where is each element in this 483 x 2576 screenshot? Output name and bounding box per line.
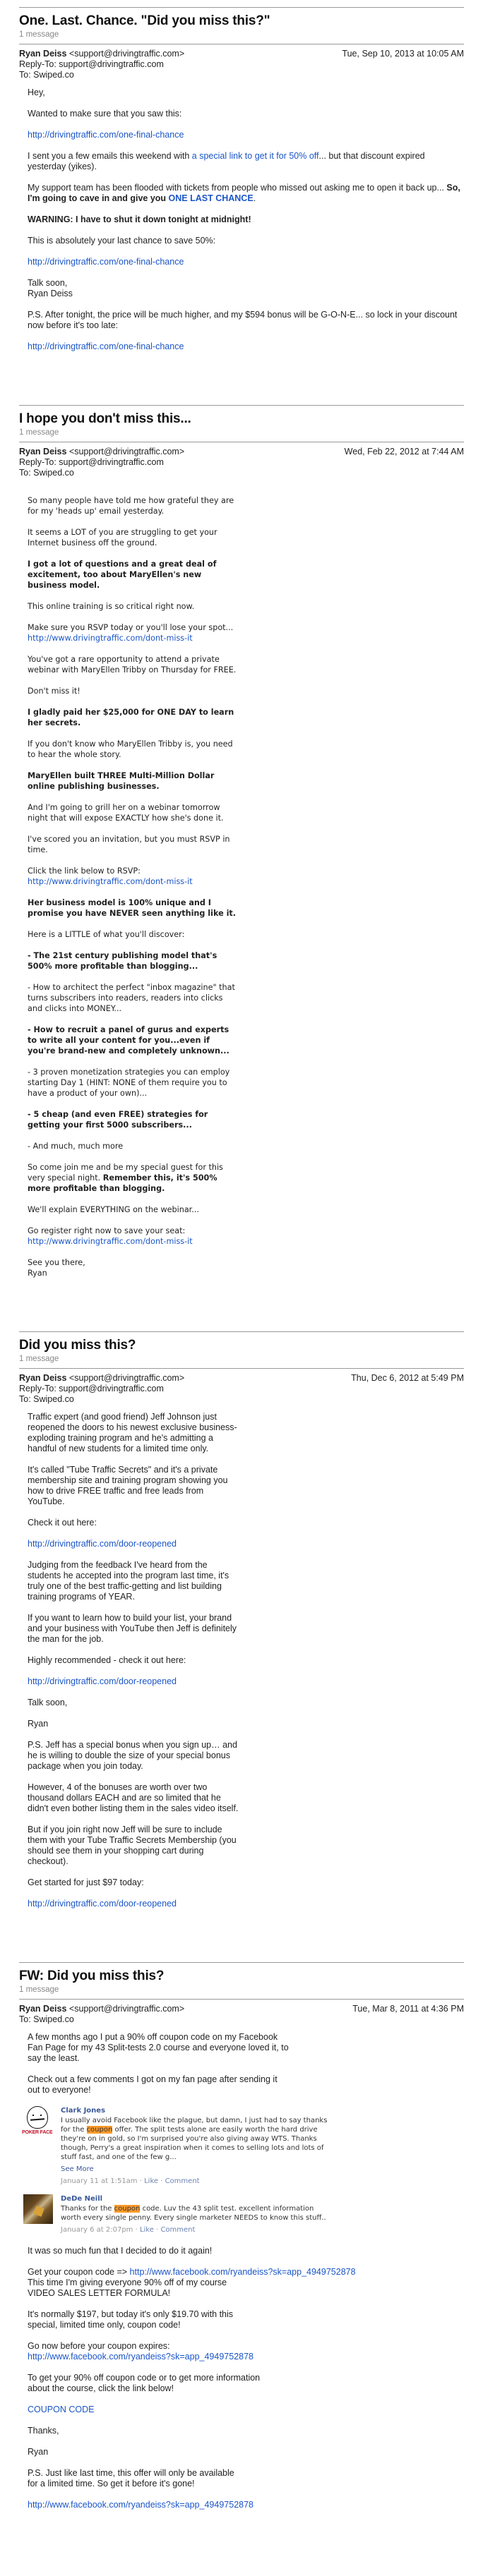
recipient: To: Swiped.co xyxy=(19,70,74,80)
email-thread-4 xyxy=(0,1962,483,2549)
body-text: Check out a few comments I got on my fan page after sending it out to everyone! xyxy=(28,2074,278,2095)
coupon-link[interactable]: http://www.facebook.com/ryandeiss?sk=app_4949752878 xyxy=(28,2500,254,2510)
sender-name: Ryan Deiss xyxy=(19,1373,67,1383)
body-text: This time I'm giving everyone 90% off of my course xyxy=(28,2278,227,2287)
bullet-item: - 3 proven monetization strategies you can employ starting Day 1 (HINT: NONE of them require you to have a product of your own)... xyxy=(28,1068,230,1098)
message-header xyxy=(19,447,464,478)
comment-link[interactable]: Comment xyxy=(165,2177,200,2185)
highlighted-term: coupon xyxy=(86,2126,113,2134)
message-date: Thu, Dec 6, 2012 at 5:49 PM xyxy=(351,1373,464,1383)
message-count: 1 message xyxy=(19,1355,59,1363)
body-text: This is absolutely your last chance to save 50%: xyxy=(28,236,216,246)
divider xyxy=(19,1331,464,1332)
message-date: Wed, Feb 22, 2012 at 7:44 AM xyxy=(344,447,464,456)
body-text: Judging from the feedback I've heard from the students he accepted into the program last time, it's truly one of the best traffic-getting and list building training programs of YEAR. xyxy=(28,1560,229,1602)
offer-link[interactable]: http://drivingtraffic.com/one-final-chance xyxy=(28,257,184,267)
body-text: Click the link below to RSVP: xyxy=(28,866,141,876)
signature: Thanks, xyxy=(28,2426,59,2436)
bullet-item: - How to architect the perfect "inbox magazine" that turns subscribers into readers, readers into clicks and clicks into MONEY... xyxy=(28,983,235,1013)
divider xyxy=(19,7,464,8)
register-link[interactable]: http://www.drivingtraffic.com/dont-miss-it xyxy=(28,1237,193,1246)
body-text: We'll explain EVERYTHING on the webinar... xyxy=(28,1205,199,1214)
postscript: P.S. Jeff has a special bonus when you sign up… and he is willing to double the size of your special bonus package when you join today. xyxy=(28,1740,237,1771)
divider xyxy=(19,1962,464,1963)
sender-name: Ryan Deiss xyxy=(19,49,67,59)
sender-email: <support@drivingtraffic.com> xyxy=(68,2004,185,2014)
body-text: If you want to learn how to build your list, your brand and your business with YouTube then Jeff is definitely the man for the job. xyxy=(28,1613,237,1644)
body-text: Highly recommended - check it out here: xyxy=(28,1655,186,1665)
thread-subject: One. Last. Chance. "Did you miss this?" xyxy=(19,13,270,28)
recipient: To: Swiped.co xyxy=(19,2014,74,2024)
body-text: And I'm going to grill her on a webinar tomorrow night that will expose EXACTLY how she's done it. xyxy=(28,803,224,823)
body-text: Hey, xyxy=(28,87,45,97)
message-body xyxy=(19,87,464,352)
message-date: Tue, Sep 10, 2013 at 10:05 AM xyxy=(342,49,464,59)
see-more-link[interactable]: See More xyxy=(61,2165,94,2173)
rsvp-link[interactable]: http://www.drivingtraffic.com/dont-miss-it xyxy=(28,634,193,643)
message-body xyxy=(19,1412,243,1909)
reply-to: Reply-To: support@drivingtraffic.com xyxy=(19,59,164,69)
like-link[interactable]: Like xyxy=(139,2226,154,2234)
body-text: Here is a LITTLE of what you'll discover: xyxy=(28,930,185,939)
body-text: Check it out here: xyxy=(28,1518,97,1528)
comment-item xyxy=(23,2106,464,2186)
poker-face-avatar-icon[interactable]: POKER FACE xyxy=(23,2106,53,2136)
coupon-code-link[interactable]: COUPON CODE xyxy=(28,2405,95,2414)
body-text: However, 4 of the bonuses are worth over two thousand dollars EACH and are so limited that he didn't even bother listing them in the sales video itself. xyxy=(28,1782,239,1813)
postscript: P.S. Just like last time, this offer will only be available for a limited time. So get it before it's gone! xyxy=(28,2468,234,2489)
body-text: This online training is so critical right now. xyxy=(28,602,195,611)
message-body xyxy=(19,495,239,1278)
body-text: I've scored you an invitation, but you must RSVP in time. xyxy=(28,835,230,854)
thread-subject: Did you miss this? xyxy=(19,1338,136,1353)
comment-meta: January 11 at 1:51am · Like · Comment xyxy=(61,2177,200,2185)
bullet-item: - And much, much more xyxy=(28,1142,124,1151)
body-text: A few months ago I put a 90% off coupon code on my Facebook Fan Page for my 43 Split-tests 2.0 course and everyone loved it, to say the least. xyxy=(28,2032,289,2063)
message-header xyxy=(19,2004,464,2025)
sender-email: <support@drivingtraffic.com> xyxy=(68,49,185,59)
body-bold: I gladly paid her $25,000 for ONE DAY to learn her secrets. xyxy=(28,708,234,727)
email-thread-3 xyxy=(0,1331,483,1962)
commenter-name[interactable]: DeDe Neill xyxy=(61,2195,103,2203)
recipient: To: Swiped.co xyxy=(19,468,74,478)
offer-link[interactable]: http://drivingtraffic.com/one-final-chance xyxy=(28,130,184,140)
body-text: So many people have told me how grateful they are for my 'heads up' email yesterday. xyxy=(28,496,234,516)
body-text: Make sure you RSVP today or you'll lose your spot... xyxy=(28,623,234,632)
message-body xyxy=(19,2032,289,2096)
body-text: VIDEO SALES LETTER FORMULA! xyxy=(28,2288,171,2298)
body-text: Don't miss it! xyxy=(28,687,80,696)
reply-to: Reply-To: support@drivingtraffic.com xyxy=(19,457,164,467)
divider xyxy=(19,405,464,406)
offer-link[interactable]: http://drivingtraffic.com/one-final-chance xyxy=(28,341,184,351)
last-chance-link[interactable]: ONE LAST CHANCE xyxy=(168,193,254,203)
comment-text: Thanks for the coupon code. Luv the 43 split test. excellent information worth every single penny. Every single marketer NEEDS to know this stuff.. xyxy=(61,2205,326,2222)
message-count: 1 message xyxy=(19,30,59,39)
body-bold: Her business model is 100% unique and I promise you have NEVER seen anything like it. xyxy=(28,898,237,918)
sender-email: <support@drivingtraffic.com> xyxy=(68,447,185,456)
comment-link[interactable]: Comment xyxy=(160,2226,196,2234)
body-text: So come join me and be my special guest for this very special night. Remember this, it's 500% more profitable than blogging. xyxy=(28,1163,223,1193)
recipient: To: Swiped.co xyxy=(19,1394,74,1404)
body-text: You've got a rare opportunity to attend a private webinar with MaryEllen Tribby on Thursday for FREE. xyxy=(28,655,237,675)
signature: Ryan xyxy=(28,2447,49,2457)
message-count: 1 message xyxy=(19,428,59,437)
sender-name: Ryan Deiss xyxy=(19,447,67,456)
offer-link[interactable]: http://drivingtraffic.com/door-reopened xyxy=(28,1899,177,1909)
signature: Talk soon, xyxy=(28,1698,68,1707)
email-thread-1 xyxy=(0,0,483,405)
sender-name: Ryan Deiss xyxy=(19,2004,67,2014)
message-count: 1 message xyxy=(19,1985,59,1994)
body-text: Traffic expert (and good friend) Jeff Johnson just reopened the doors to his newest exclusive business-exploding training program and he's admitting a handful of new students for a limited time only. xyxy=(28,1412,237,1453)
signature: Ryan xyxy=(28,1719,49,1729)
discount-link[interactable]: a special link to get it for 50% off xyxy=(191,151,319,161)
warning-text: WARNING: I have to shut it down tonight at midnight! xyxy=(28,214,251,224)
body-text: It's called "Tube Traffic Secrets" and it's a private membership site and training program showing you how to drive FREE traffic and free leads from YouTube. xyxy=(28,1465,228,1506)
bullet-item: - 5 cheap (and even FREE) strategies for getting your first 5000 subscribers... xyxy=(28,1110,208,1130)
divider xyxy=(19,1368,464,1369)
body-text: To get your 90% off coupon code or to get more information about the course, click the link below! xyxy=(28,2373,261,2393)
body-bold: I got a lot of questions and a great deal of excitement, too about MaryEllen's new business model. xyxy=(28,560,217,590)
body-text: Go register right now to save your seat: xyxy=(28,1226,186,1235)
like-link[interactable]: Like xyxy=(144,2177,159,2185)
body-text: I sent you a few emails this weekend with a special link to get it for 50% off... but that discount expired yesterday (yikes). xyxy=(28,151,425,171)
offer-link[interactable]: http://drivingtraffic.com/door-reopened xyxy=(28,1539,177,1549)
bullet-item: - How to recruit a panel of gurus and experts to write all your content for you...even if you're brand-new and completely unknown... xyxy=(28,1025,229,1056)
body-text: Get your coupon code => xyxy=(28,2267,130,2277)
message-date: Tue, Mar 8, 2011 at 4:36 PM xyxy=(352,2004,464,2014)
body-text: My support team has been flooded with tickets from people who missed out asking me to open it back up... So, I'm going to cave in and give you ONE LAST CHANCE. xyxy=(28,183,460,203)
commenter-name[interactable]: Clark Jones xyxy=(61,2107,106,2115)
body-text: It's normally $197, but today it's only $19.70 with this special, limited time only, coupon code! xyxy=(28,2309,234,2330)
bullet-item: - The 21st century publishing model that's 500% more profitable than blogging... xyxy=(28,951,217,971)
body-text: It was so much fun that I decided to do it again! xyxy=(28,2246,213,2256)
message-header xyxy=(19,49,464,80)
comment-item xyxy=(23,2194,464,2235)
facebook-comments xyxy=(23,2106,464,2235)
coupon-link[interactable]: http://www.facebook.com/ryandeiss?sk=app_4949752878 xyxy=(129,2267,356,2277)
email-thread-2 xyxy=(0,405,483,1331)
body-bold: MaryEllen built THREE Multi-Million Dollar online publishing businesses. xyxy=(28,771,215,791)
offer-link[interactable]: http://drivingtraffic.com/door-reopened xyxy=(28,1676,177,1686)
thread-subject: FW: Did you miss this? xyxy=(19,1969,165,1983)
thread-subject: I hope you don't miss this... xyxy=(19,411,191,426)
divider xyxy=(19,1999,464,2000)
reply-to: Reply-To: support@drivingtraffic.com xyxy=(19,1384,164,1393)
body-text: If you don't know who MaryEllen Tribby is, you need to hear the whole story. xyxy=(28,739,233,759)
user-photo-avatar-icon[interactable] xyxy=(23,2194,53,2224)
body-text: Go now before your coupon expires: xyxy=(28,2341,170,2351)
highlighted-term: coupon xyxy=(114,2205,141,2213)
message-header xyxy=(19,1373,464,1405)
body-text: Get started for just $97 today: xyxy=(28,1877,144,1887)
coupon-link[interactable]: http://www.facebook.com/ryandeiss?sk=app_4949752878 xyxy=(28,2352,254,2362)
body-text: It seems a LOT of you are struggling to get your Internet business off the ground. xyxy=(28,528,217,548)
comment-text: I usually avoid Facebook like the plague, but damn, I just had to say thanks for the coupon offer. The split tests alone are easily worth the hard drive they're on in gold, so I'm surprised you're also giving away WTS. Thanks though, Perry's a great inspiration when it comes to selling lots and lots of stuff fast, and one of the few g... xyxy=(61,2117,328,2161)
signature: Talk soon, Ryan Deiss xyxy=(28,278,73,298)
postscript: P.S. After tonight, the price will be much higher, and my $594 bonus will be G-O-N-E... so lock in your discount now before it's too late: xyxy=(28,310,458,330)
body-text: Wanted to make sure that you saw this: xyxy=(28,109,182,119)
sender-email: <support@drivingtraffic.com> xyxy=(68,1373,185,1383)
signature: See you there, Ryan xyxy=(28,1258,85,1278)
comment-meta: January 6 at 2:07pm · Like · Comment xyxy=(61,2226,196,2234)
message-body-continued xyxy=(19,2246,464,2510)
body-text: But if you join right now Jeff will be sure to include them with your Tube Traffic Secrets Membership (you should see them in your shopping cart during checkout). xyxy=(28,1825,237,1866)
rsvp-link[interactable]: http://www.drivingtraffic.com/dont-miss-it xyxy=(28,877,193,886)
